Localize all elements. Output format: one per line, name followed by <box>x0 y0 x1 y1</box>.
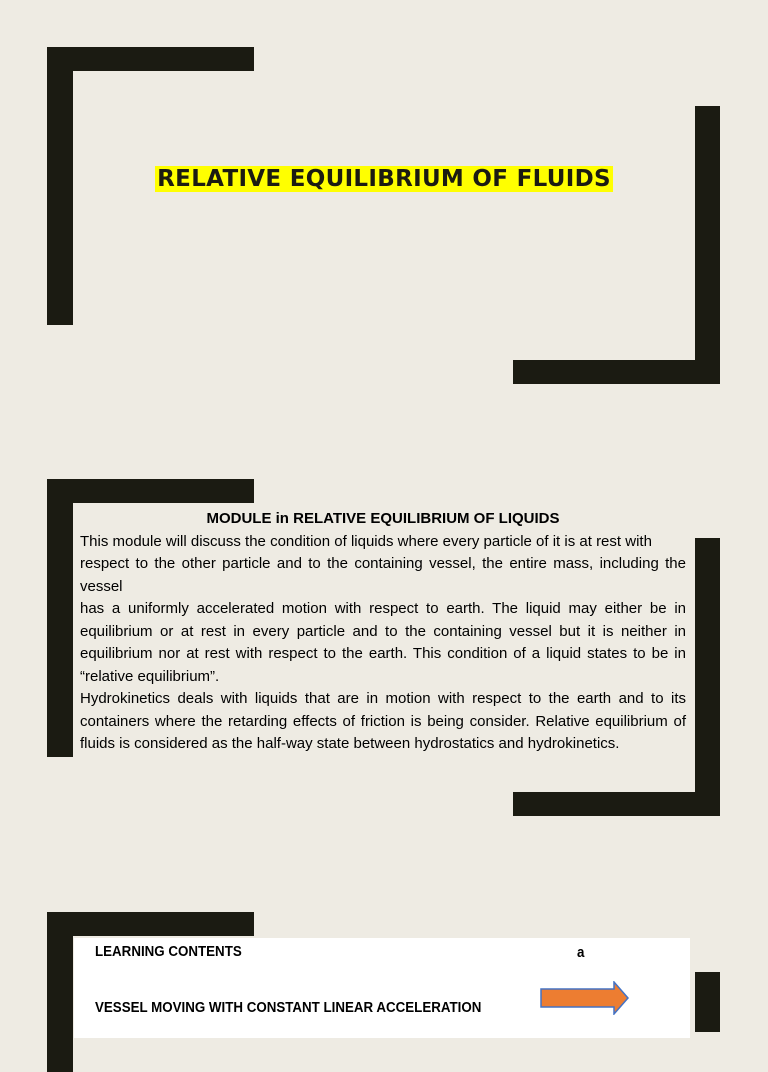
frame-top-left-vertical <box>47 479 73 757</box>
label-a: a <box>577 945 585 961</box>
frame-top-left-horizontal <box>47 912 254 936</box>
module-paragraph-1: This module will discuss the condition of liquids where every particle of it is at rest with <box>80 532 652 550</box>
frame-bottom-right-horizontal <box>513 360 720 384</box>
module-text-box <box>74 504 694 762</box>
frame-top-left-vertical <box>47 912 73 1072</box>
slide-title <box>0 0 768 432</box>
frame-bottom-right-vertical <box>695 538 720 816</box>
frame-top-left-horizontal <box>47 479 254 503</box>
module-paragraph-4: Hydrokinetics deals with liquids that are in motion with respect to the earth and to its containers where the retarding effects of friction is being consider. Relative equilibrium of fluids is considered as the half-way state between hydrostatics and hydrokinetics. <box>80 690 686 752</box>
module-heading: MODULE in RELATIVE EQUILIBRIUM OF LIQUIDS <box>206 510 560 527</box>
module-paragraph-3: has a uniformly accelerated motion with respect to earth. The liquid may either be in equilibrium or at rest in every particle and to the containing vessel but it is neither in equilibrium nor at rest with respect to the earth. This condition of a liquid states to be in “relative equilibrium”. <box>80 600 686 685</box>
learning-item-linear-acceleration: VESSEL MOVING WITH CONSTANT LINEAR ACCELERATION <box>95 1000 482 1016</box>
frame-top-left-horizontal <box>47 47 254 71</box>
learning-contents-heading: LEARNING CONTENTS <box>95 944 242 960</box>
right-arrow-icon <box>540 981 630 1015</box>
module-body <box>80 531 686 756</box>
module-paragraph-2: respect to the other particle and to the containing vessel, the entire mass, including the vessel <box>80 555 686 595</box>
page-title <box>0 166 768 192</box>
learning-contents-box <box>74 938 690 1038</box>
title-highlight: RELATIVE EQUILIBRIUM OF FLUIDS <box>157 166 611 192</box>
frame-bottom-right-vertical <box>695 972 720 1032</box>
frame-bottom-right-horizontal <box>513 792 720 816</box>
right-arrow-shape <box>541 982 628 1014</box>
slide-module <box>0 432 768 864</box>
slide-learning-contents <box>0 864 768 1024</box>
frame-bottom-right-vertical <box>695 106 720 384</box>
